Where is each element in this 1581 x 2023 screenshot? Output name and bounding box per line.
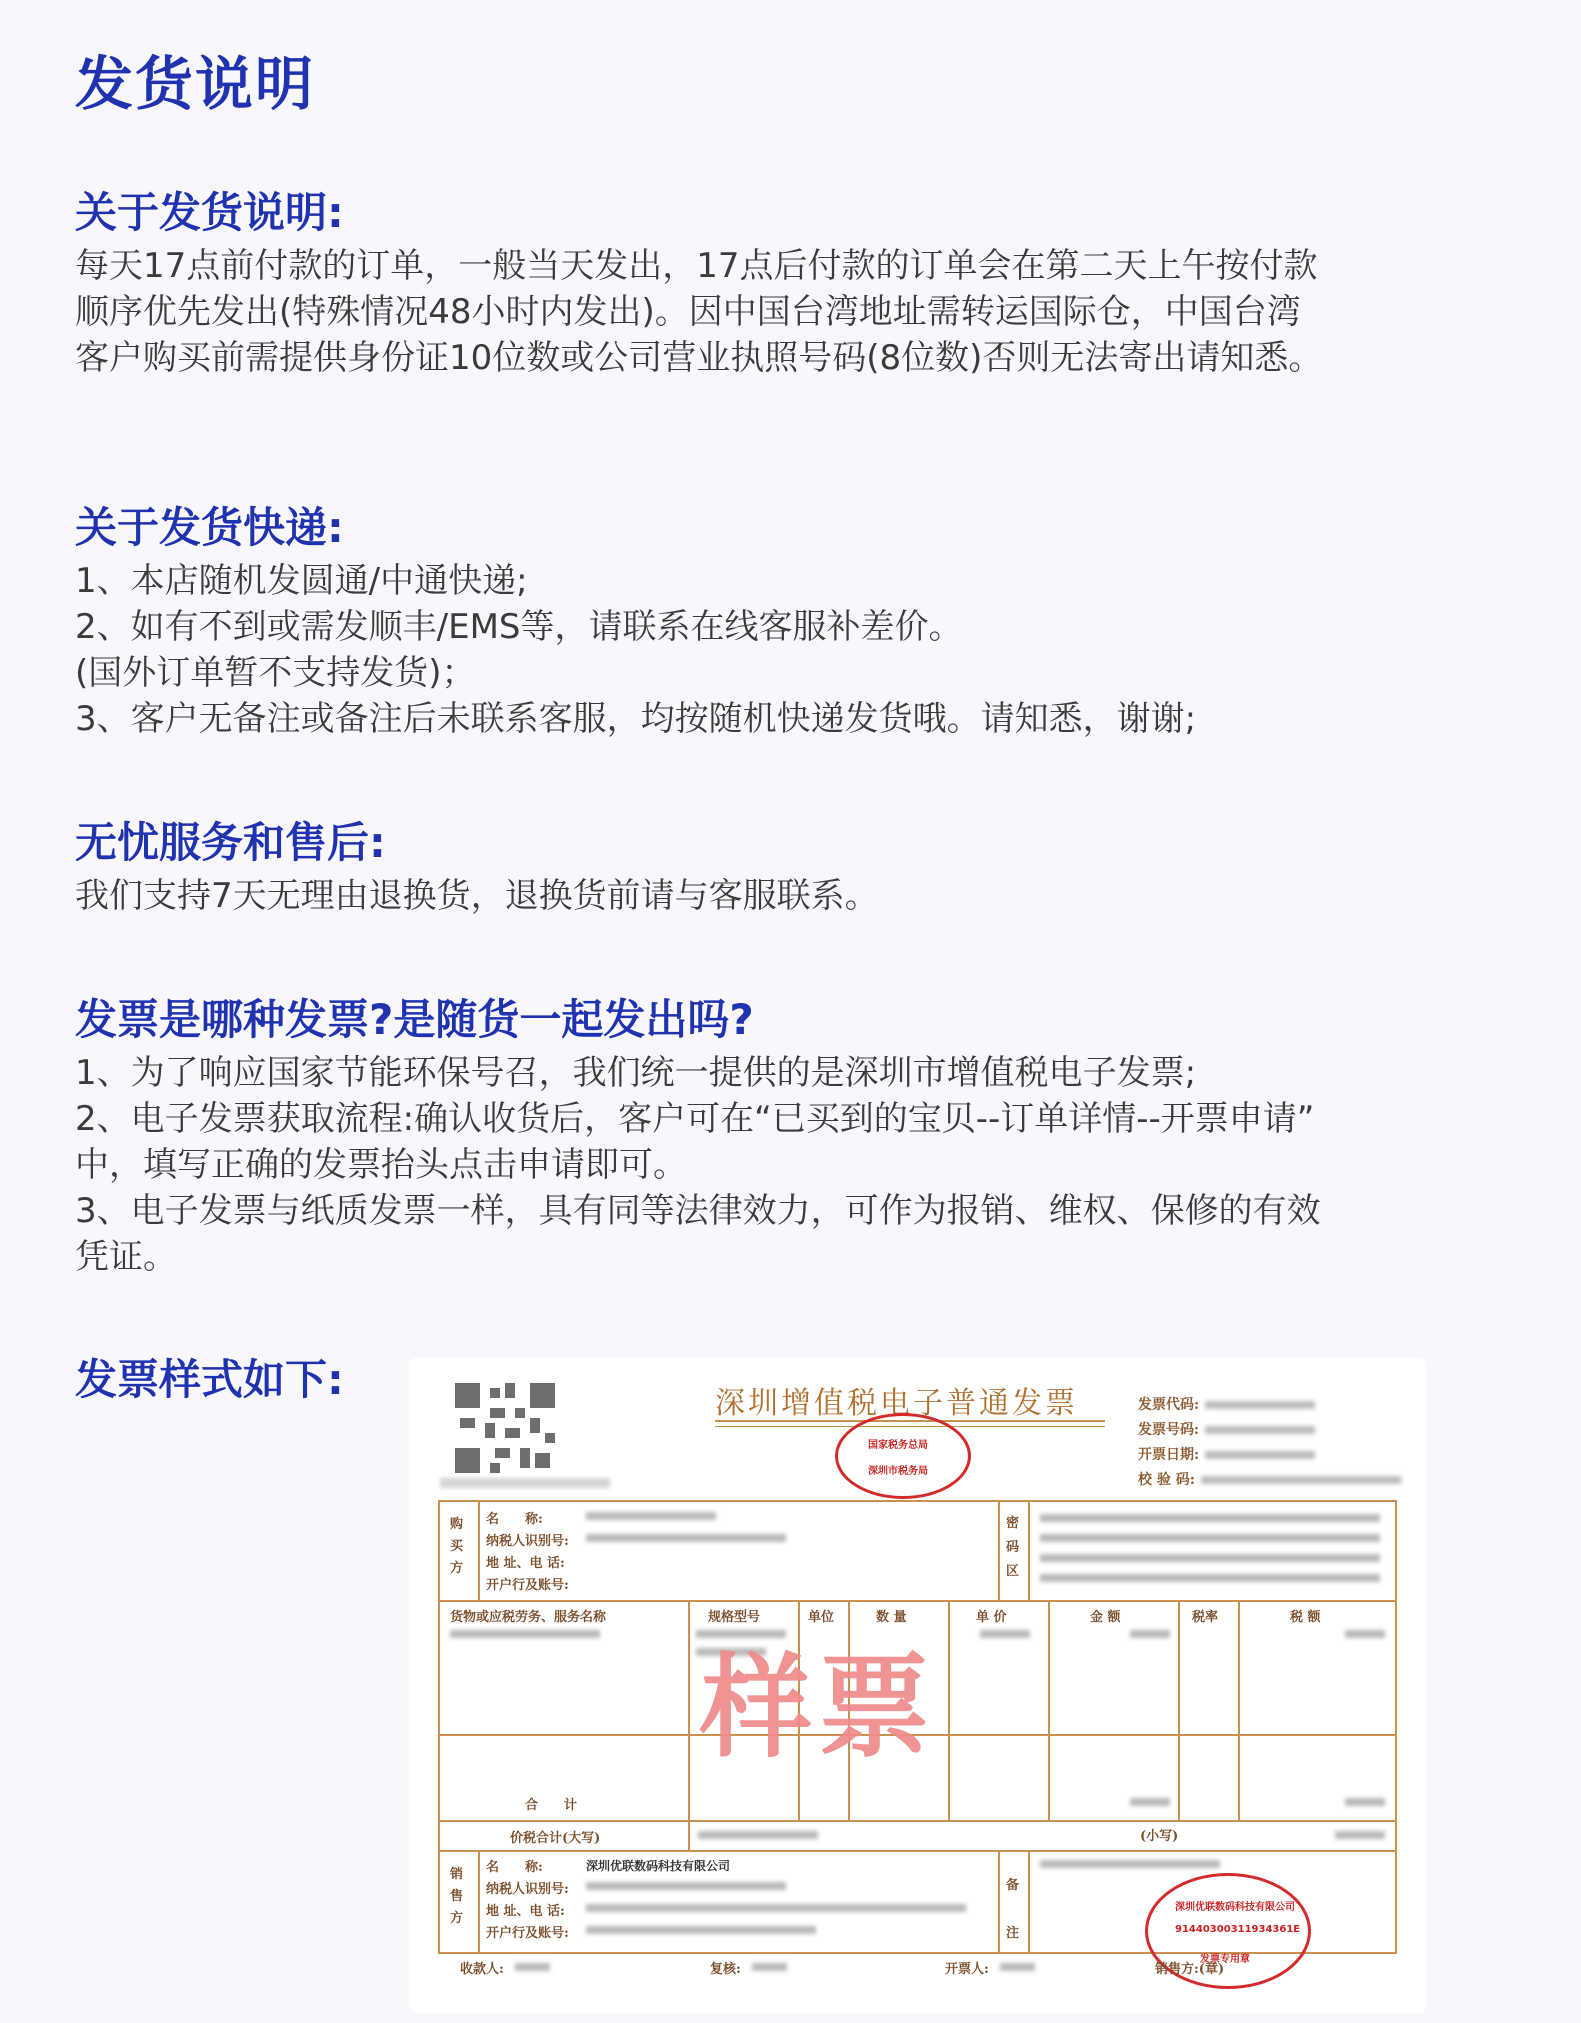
seller-label: 开户行及账号: — [486, 1926, 569, 1941]
shipping-line: 客户购买前需提供身份证10位数或公司营业执照号码(8位数)否则无法寄出请知悉。 — [75, 338, 1323, 378]
cipher-text-redacted — [1040, 1534, 1380, 1542]
qr-code-icon — [450, 1378, 560, 1478]
buyer-label: 名 称: — [486, 1512, 543, 1527]
buyer-label: 纳税人识别号: — [486, 1534, 569, 1549]
cipher-text-redacted — [1040, 1574, 1380, 1582]
remark-redacted — [1040, 1860, 1220, 1868]
express-heading: 关于发货快递: — [75, 503, 344, 552]
row-divider — [440, 1850, 1395, 1852]
invoice-info-line: 1、为了响应国家节能环保号召，我们统一提供的是深圳市增值税电子发票; — [75, 1053, 1197, 1093]
total-small-redacted — [1335, 1831, 1385, 1839]
service-line: 我们支持7天无理由退换货，退换货前请与客服联系。 — [75, 876, 879, 916]
buyer-label: 开户行及账号: — [486, 1578, 569, 1593]
service-heading: 无忧服务和售后: — [75, 818, 386, 867]
footer-redacted — [1000, 1963, 1035, 1971]
invoice-info-line: 3、电子发票与纸质发票一样，具有同等法律效力，可作为报销、维权、保修的有效 — [75, 1191, 1321, 1231]
shipping-line: 每天17点前付款的订单，一般当天发出，17点后付款的订单会在第二天上午按付款 — [75, 246, 1318, 286]
qr-caption-redacted — [440, 1478, 610, 1488]
seller-label: 名 称: — [486, 1860, 543, 1875]
seller-label: 纳税人识别号: — [486, 1882, 569, 1897]
total-redacted — [1345, 1798, 1385, 1806]
sample-invoice-image — [410, 1358, 1426, 2013]
column-header: 税率 — [1192, 1610, 1219, 1625]
page-title: 发货说明 — [75, 50, 316, 118]
footer-label: 复核: — [710, 1962, 741, 1977]
seller-side-label: 销售方 — [450, 1867, 464, 1926]
col-divider — [478, 1502, 480, 1600]
col-divider — [1028, 1850, 1030, 1952]
item-redacted — [450, 1630, 600, 1638]
column-header: 金 额 — [1090, 1610, 1121, 1625]
item-redacted — [980, 1630, 1030, 1638]
column-header: 单位 — [808, 1610, 835, 1625]
item-redacted — [1345, 1630, 1385, 1638]
total-in-words-redacted — [698, 1831, 818, 1839]
express-section — [75, 498, 1515, 742]
column-header: 税 额 — [1290, 1610, 1321, 1625]
total-redacted — [1130, 1798, 1170, 1806]
col-divider — [1048, 1600, 1050, 1820]
column-header: 单 价 — [976, 1610, 1007, 1625]
invoice-meta — [1138, 1393, 1401, 1493]
remark-side-label: 备注 — [1006, 1878, 1020, 1941]
footer-label: 开票人: — [945, 1962, 989, 1977]
shipping-line: 顺序优先发出(特殊情况48小时内发出)。因中国台湾地址需转运国际仓，中国台湾 — [75, 292, 1301, 332]
seal-sub: 发票专用章 — [1200, 1954, 1250, 1965]
express-line: 1、本店随机发圆通/中通快递; — [75, 561, 528, 601]
service-section — [75, 813, 1515, 919]
meta-label: 发票代码: — [1138, 1397, 1200, 1413]
row-divider — [440, 1820, 1395, 1822]
total-label: 合 计 — [525, 1798, 578, 1813]
cipher-side-label: 密码区 — [1006, 1516, 1020, 1579]
seal-top-sub: 深圳市税务局 — [868, 1466, 928, 1477]
redacted-value — [586, 1534, 786, 1542]
shipping-heading: 关于发货说明: — [75, 188, 344, 237]
col-divider — [478, 1850, 480, 1952]
column-header: 数 量 — [876, 1610, 907, 1625]
col-divider — [1028, 1502, 1030, 1600]
invoice-info-section — [75, 990, 1515, 1280]
col-divider — [998, 1850, 1000, 1952]
footer-label: 收款人: — [460, 1962, 504, 1977]
redacted-value — [586, 1882, 786, 1890]
col-divider — [1178, 1600, 1180, 1820]
invoice-info-line: 中，填写正确的发票抬头点击申请即可。 — [75, 1145, 687, 1185]
seal-top-text: 国家税务总局 — [868, 1440, 928, 1451]
col-divider — [688, 1600, 690, 1850]
cipher-text-redacted — [1040, 1554, 1380, 1562]
invoice-info-line: 2、电子发票获取流程:确认收货后，客户可在“已买到的宝贝--订单详情--开票申请” — [75, 1099, 1315, 1139]
express-line: 3、客户无备注或备注后未联系客服，均按随机快递发货哦。请知悉，谢谢; — [75, 699, 1197, 739]
row-divider — [440, 1600, 1395, 1602]
express-line: 2、如有不到或需发顺丰/EMS等，请联系在线客服补差价。 — [75, 607, 963, 647]
col-divider — [998, 1502, 1000, 1600]
buyer-label: 地 址、电 话: — [486, 1556, 565, 1571]
redacted-value — [586, 1512, 716, 1520]
tax-bureau-seal — [835, 1413, 971, 1499]
meta-label: 发票号码: — [1138, 1422, 1200, 1438]
footer-redacted — [752, 1963, 787, 1971]
seller-label: 地 址、电 话: — [486, 1904, 565, 1919]
column-header: 货物或应税劳务、服务名称 — [450, 1610, 607, 1625]
item-redacted — [1130, 1630, 1170, 1638]
seal-number: 91440300311934361E — [1175, 1924, 1301, 1935]
column-header: 规格型号 — [708, 1610, 761, 1625]
seller-name: 深圳优联数码科技有限公司 — [586, 1859, 731, 1873]
redacted-value — [586, 1904, 966, 1912]
redacted-value — [586, 1926, 816, 1934]
footer-label: 销售方:(章) — [1155, 1962, 1225, 1977]
total-small-label: (小写) — [1140, 1829, 1179, 1844]
invoice-title: 深圳增值税电子普通发票 — [715, 1386, 1078, 1421]
col-divider — [948, 1600, 950, 1820]
meta-label: 开票日期: — [1138, 1447, 1200, 1463]
meta-label: 校 验 码: — [1138, 1472, 1195, 1488]
invoice-info-line: 凭证。 — [75, 1237, 177, 1277]
col-divider — [1238, 1600, 1240, 1820]
sample-watermark: 样票 — [700, 1643, 936, 1773]
express-line: (国外订单暂不支持发货)； — [75, 653, 476, 693]
sample-heading: 发票样式如下: — [75, 1355, 344, 1404]
shipping-section — [75, 183, 1515, 381]
cipher-text-redacted — [1040, 1514, 1380, 1522]
footer-redacted — [515, 1963, 550, 1971]
total-in-words-label: 价税合计(大写) — [510, 1831, 601, 1846]
buyer-side-label: 购买方 — [450, 1517, 464, 1576]
seal-company: 深圳优联数码科技有限公司 — [1175, 1902, 1295, 1913]
invoice-info-heading: 发票是哪种发票?是随货一起发出吗? — [75, 995, 754, 1044]
